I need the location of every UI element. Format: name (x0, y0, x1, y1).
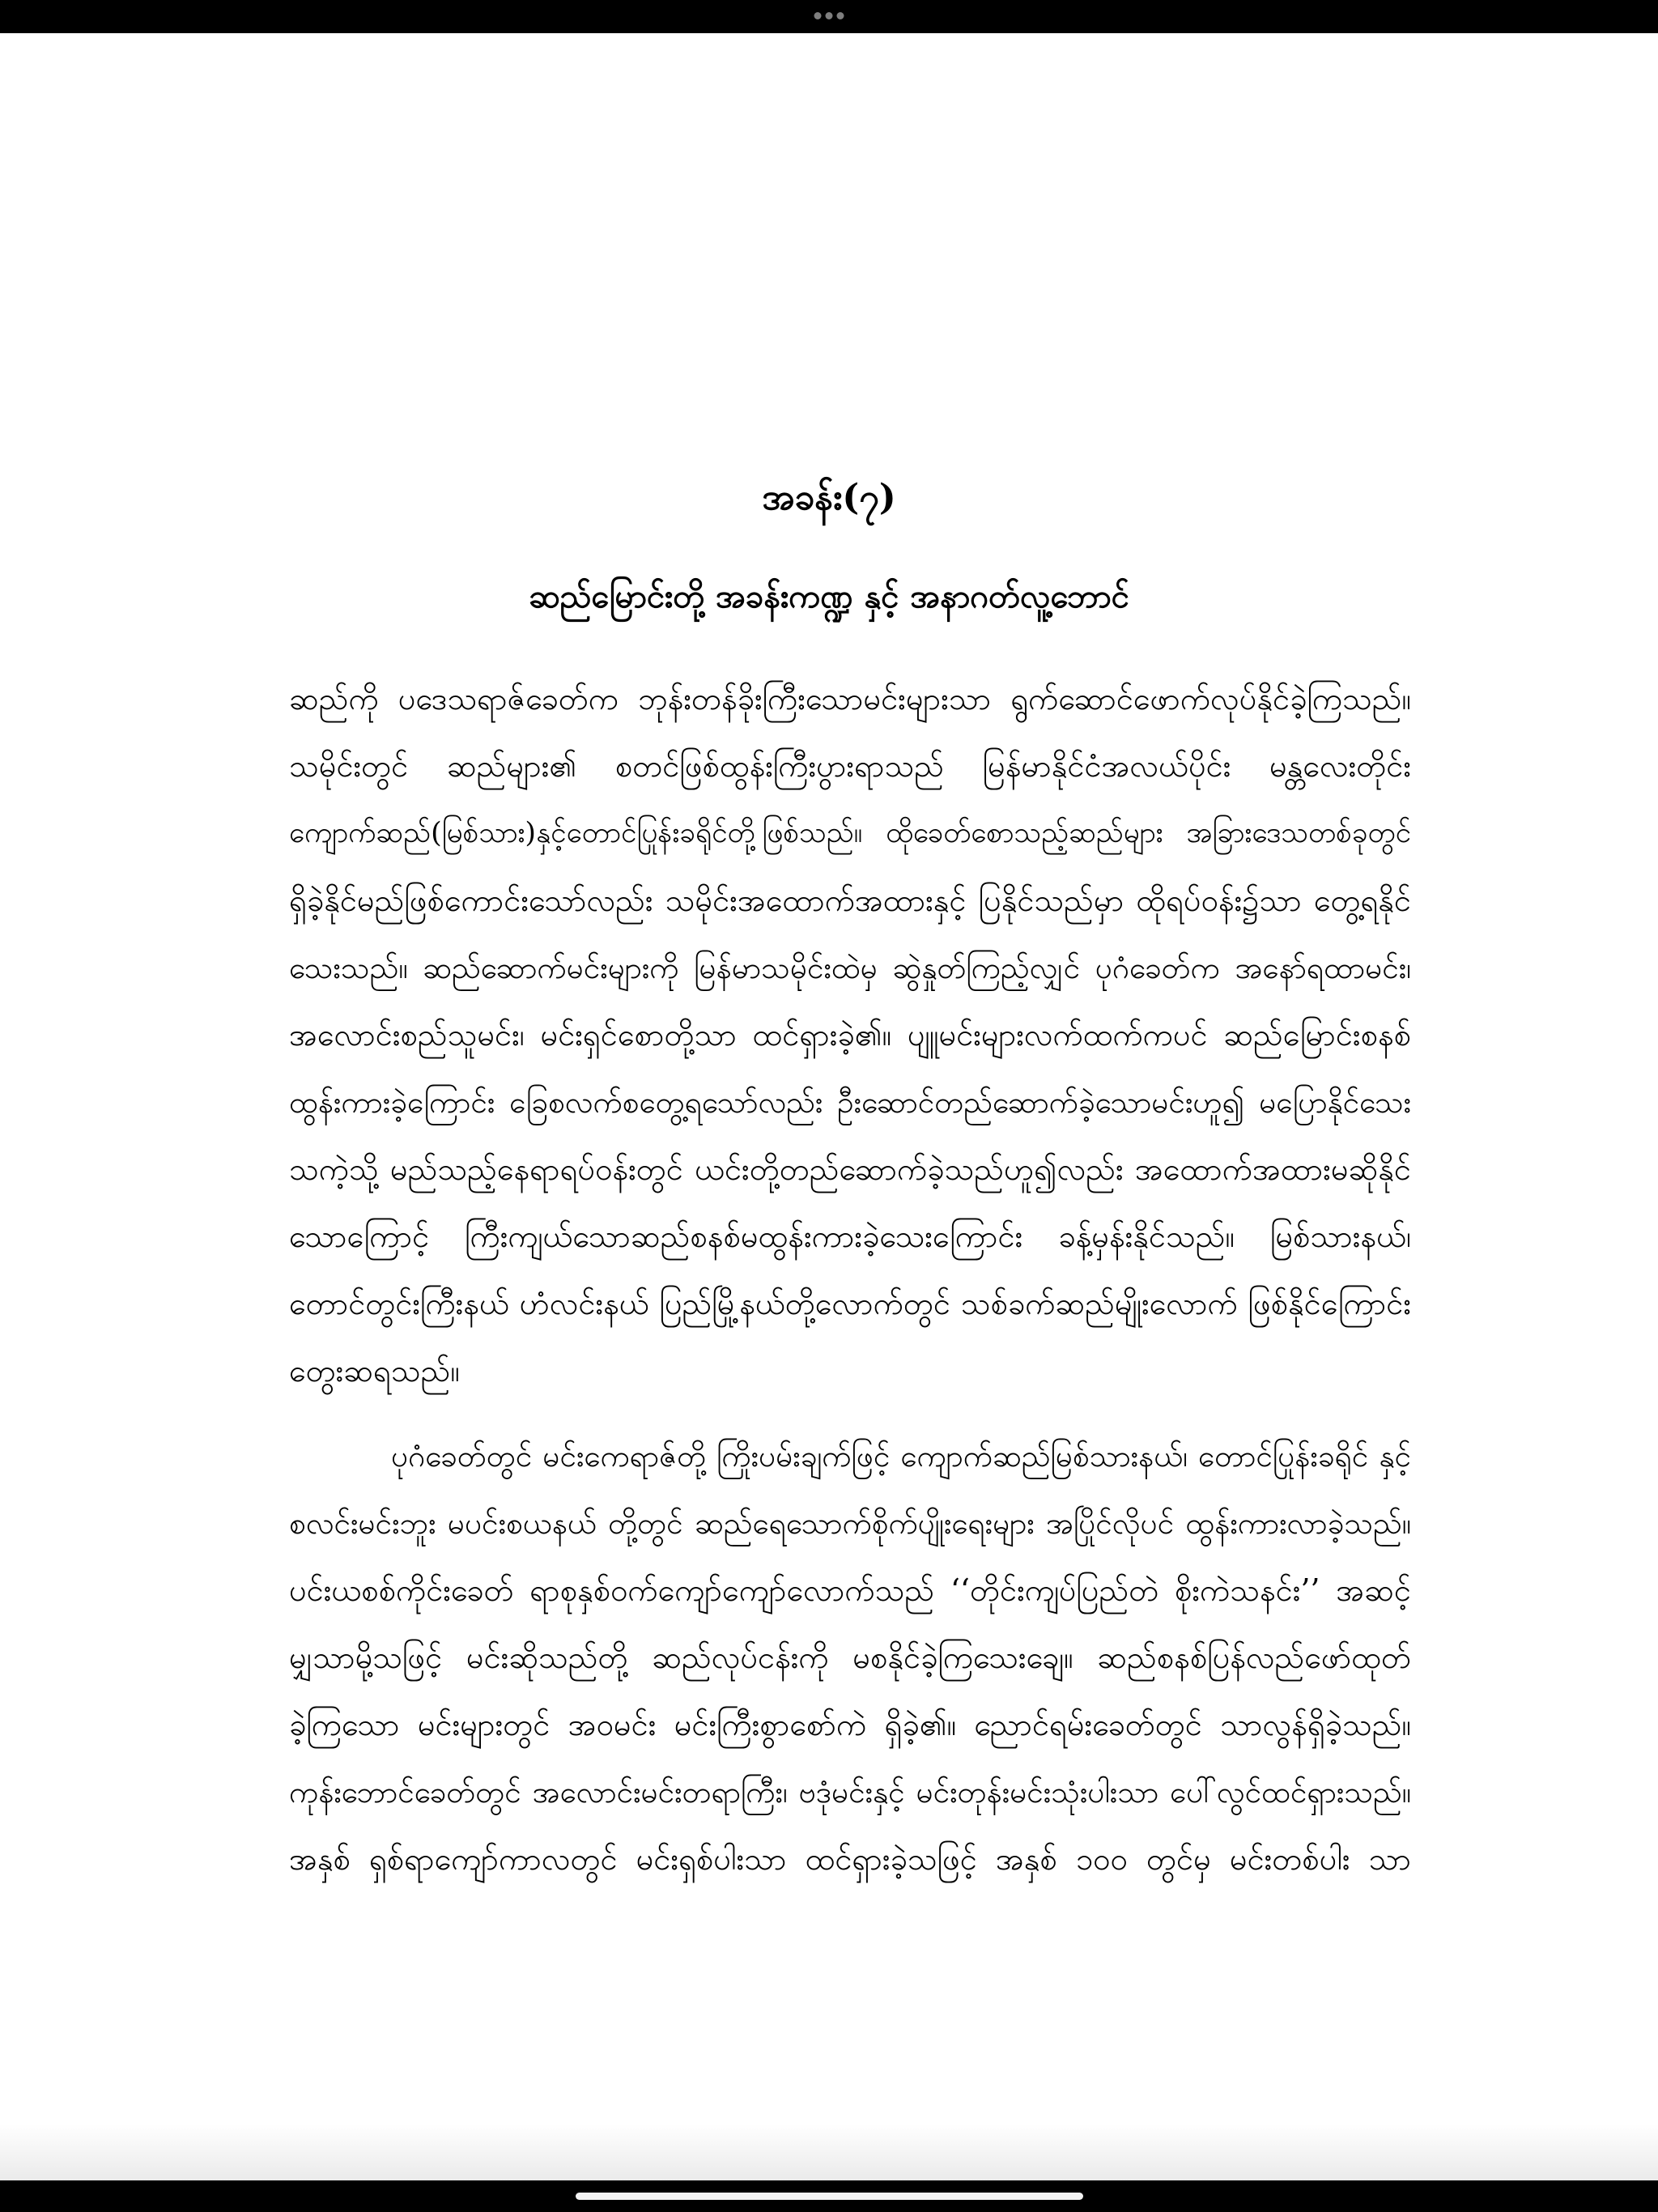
text-line: ခဲ့ကြသော မင်းများတွင် အဝမင်း မင်းကြီးစွာစော်ကဲ ရှိခဲ့၏။ ညောင်ရမ်းခေတ်တွင် သာလွန်ရှိခဲ့သည်။ (289, 1707, 1411, 1742)
text-line: သေးသည်။ ဆည်ဆောက်မင်းများကို မြန်မာသမိုင်းထဲမှ ဆွဲနှုတ်ကြည့်လျှင် ပုဂံခေတ်က အနော်ရထာမင်း၊ (289, 951, 1411, 985)
ellipsis-dot (826, 12, 833, 19)
chapter-label: အခန်း(၇) (762, 477, 896, 518)
text-line: သကဲ့သို့ မည်သည့်နေရာရပ်ဝန်းတွင် ယင်းတို့တည်ဆောက်ခဲ့သည်ဟူ၍လည်း အထောက်အထားမဆိုနိုင် (289, 1151, 1411, 1187)
chapter-title: ဆည်မြောင်းတို့ အခန်းကဏ္ဍ နှင့် အနာဂတ်လူ့ဘောင် (529, 577, 1129, 615)
text-line: မျှသာမို့သဖြင့် မင်းဆိုသည်တို့ ဆည်လုပ်ငန်းကို မစနိုင်ခဲ့ကြသေးချေ။ ဆည်စနစ်ပြန်လည်ဖော်ထုတ် (289, 1640, 1411, 1675)
body-text (289, 666, 1411, 1893)
text-line: စလင်းမင်းဘူး မပင်းစယနယ် တို့တွင် ဆည်ရေသောက်စိုက်ပျိုးရေးများ အပြိုင်လိုပင် ထွန်းကားလာခဲ့သည်။ (289, 1506, 1411, 1541)
text-line: ထွန်းကားခဲ့ကြောင်း ခြေစလက်စတွေ့ရသော်လည်း ဦးဆောင်တည်ဆောက်ခဲ့သောမင်းဟူ၍ မပြောနိုင်သေး (289, 1085, 1411, 1120)
paragraph (289, 1423, 1411, 1893)
document-page (0, 33, 1658, 2180)
text-line: ဆည်ကို ပဒေသရာဇ်ခေတ်က ဘုန်းတန်ခိုးကြီးသောမင်းများသာ ရွက်ဆောင်ဖောက်လုပ်နိုင်ခဲ့ကြသည်။ (289, 681, 1411, 717)
text-line: ရှိခဲ့နိုင်မည်ဖြစ်ကောင်းသော်လည်း သမိုင်းအထောက်အထားနှင့် ပြနိုင်သည်မှာ ထိုရပ်ဝန်း၌သာ တွေ့ရနိုင် (289, 883, 1411, 918)
text-line: ပင်းယစစ်ကိုင်းခေတ် ရာစုနှစ်ဝက်ကျော်ကျော်လောက်သည် ‘‘တိုင်းကျပ်ပြည်တဲ စိုးကဲသနင်း’’ အဆင့် (289, 1572, 1411, 1608)
text-line: တွေးဆရသည်။ (289, 1353, 460, 1389)
text-line: ပုဂံခေတ်တွင် မင်းကေရာဇ်တို့ ကြိုးပမ်းချက်ဖြင့် ကျောက်ဆည်မြစ်သားနယ်၊ တောင်ပြုန်းခရိုင် နှင့် (391, 1439, 1411, 1474)
text-line: တောင်တွင်းကြီးနယ် ဟံလင်းနယ် ပြည်မြို့နယ်တို့လောက်တွင် သစ်ခက်ဆည်မျိုးလောက် ဖြစ်နိုင်ကြောင်း (289, 1286, 1411, 1321)
page-bottom-shade (0, 2124, 1658, 2180)
text-line: သောကြောင့် ကြီးကျယ်သောဆည်စနစ်မထွန်းကားခဲ့သေးကြောင်း ခန့်မှန်းနိုင်သည်။ မြစ်သားနယ်၊ (289, 1219, 1411, 1254)
top-system-bar (0, 0, 1658, 33)
home-indicator[interactable] (576, 2193, 1083, 2200)
text-line: ကျောက်ဆည်(မြစ်သား)နှင့်တောင်ပြုန်းခရိုင်တို့ဖြစ်သည်။ ထိုခေတ်စောသည့်ဆည်များ အခြားဒေသတစ်ခုတွင် (289, 817, 1411, 849)
text-line: သမိုင်းတွင် ဆည်များ၏ စတင်ဖြစ်ထွန်းကြီးပွားရာသည် မြန်မာနိုင်ငံအလယ်ပိုင်း မန္တလေးတိုင်း (289, 748, 1411, 784)
paragraph (289, 666, 1411, 1405)
text-line: ကုန်းဘောင်ခေတ်တွင် အလောင်းမင်းတရာကြီး၊ ဗဒုံမင်းနှင့် မင်းတုန်းမင်းသုံးပါးသာ ပေါ်လွင်ထင်ရှားသည်။ (289, 1775, 1411, 1810)
ellipsis-dot (837, 12, 844, 19)
bottom-system-bar (0, 2180, 1658, 2212)
text-line: အလောင်းစည်သူမင်း၊ မင်းရှင်စောတို့သာ ထင်ရှားခဲ့၏။ ပျူမင်းများလက်ထက်ကပင် ဆည်မြောင်းစနစ် (289, 1017, 1411, 1053)
ellipsis-icon[interactable] (814, 12, 844, 19)
text-line: အနှစ် ရှစ်ရာကျော်ကာလတွင် မင်းရှစ်ပါးသာ ထင်ရှားခဲ့သဖြင့် အနှစ် ၁၀၀ တွင်မှ မင်းတစ်ပါး သာ (289, 1841, 1411, 1877)
ellipsis-dot (814, 12, 822, 19)
